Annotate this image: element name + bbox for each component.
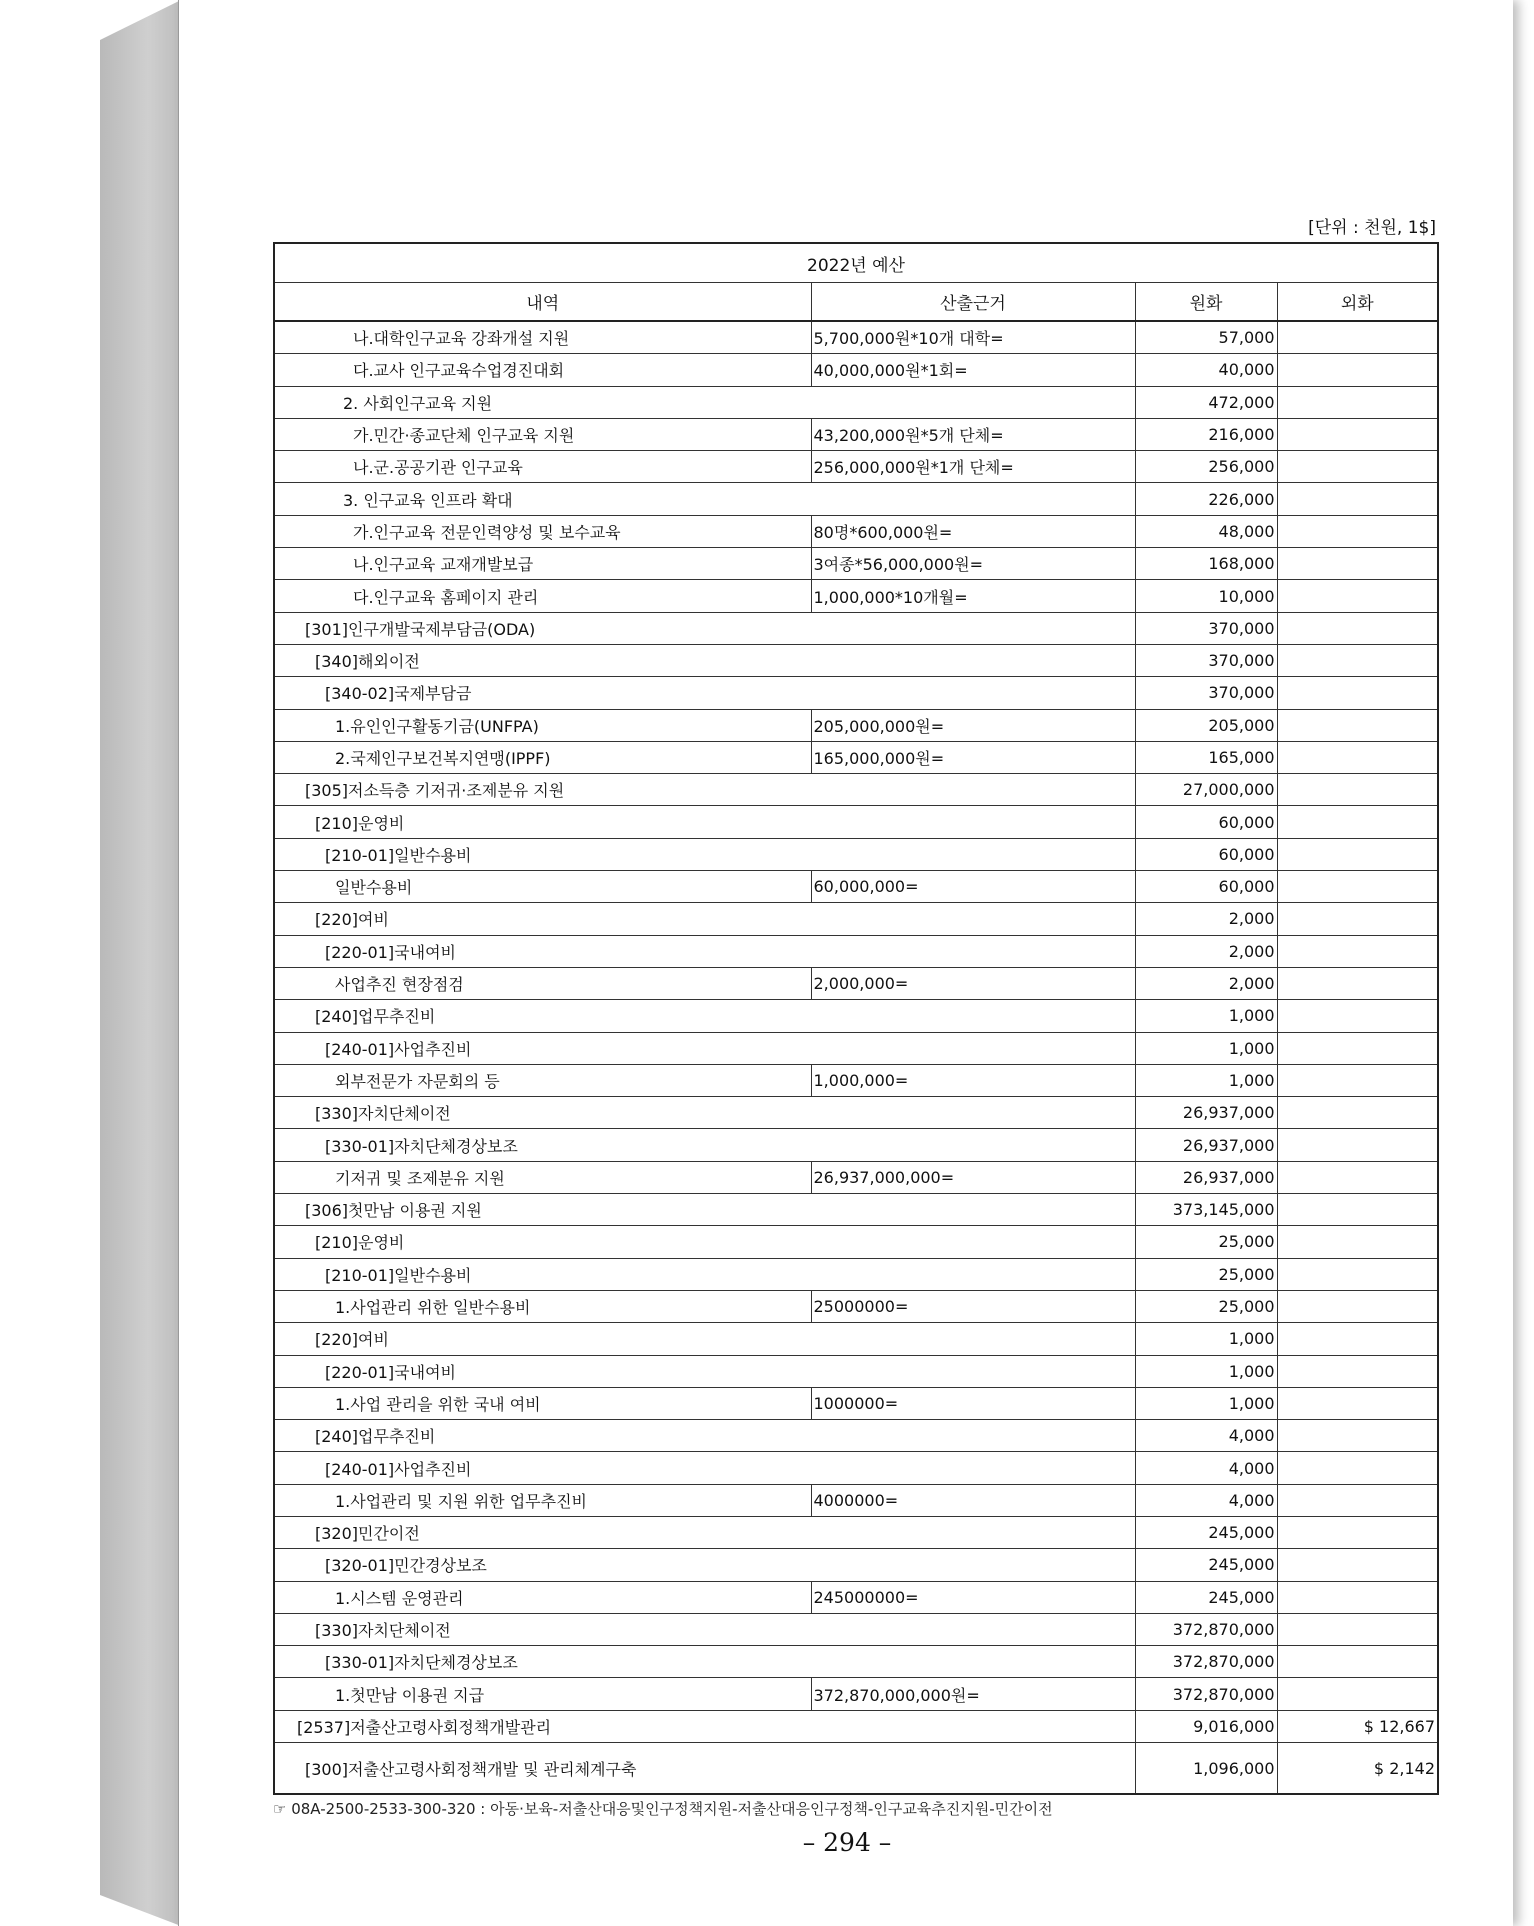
row-desc: [330]자치단체이전	[274, 1613, 1135, 1645]
row-fx	[1277, 612, 1438, 644]
row-fx	[1277, 1161, 1438, 1193]
row-krw: 1,000	[1135, 1323, 1277, 1355]
row-fx	[1277, 741, 1438, 773]
row-fx	[1277, 321, 1438, 354]
row-krw: 2,000	[1135, 903, 1277, 935]
row-fx	[1277, 386, 1438, 418]
row-basis: 43,200,000원*5개 단체=	[811, 418, 1135, 450]
row-fx	[1277, 644, 1438, 676]
table-row	[274, 1484, 1438, 1516]
table-row	[274, 806, 1438, 838]
table-row	[274, 1646, 1438, 1678]
row-basis: 80명*600,000원=	[811, 515, 1135, 547]
row-basis: 165,000,000원=	[811, 741, 1135, 773]
row-krw: 26,937,000	[1135, 1129, 1277, 1161]
row-desc: [320]민간이전	[274, 1516, 1135, 1548]
budget-table-body	[274, 321, 1438, 1794]
row-basis: 60,000,000=	[811, 871, 1135, 903]
year-header: 2022년 예산	[274, 243, 1438, 283]
budget-table	[273, 242, 1439, 1795]
table-row	[274, 451, 1438, 483]
row-fx	[1277, 1258, 1438, 1290]
row-krw: 1,096,000	[1135, 1743, 1277, 1795]
table-row	[274, 1290, 1438, 1322]
row-basis: 5,700,000원*10개 대학=	[811, 321, 1135, 354]
row-krw: 26,937,000	[1135, 1161, 1277, 1193]
table-row	[274, 935, 1438, 967]
table-row	[274, 1452, 1438, 1484]
row-fx: $ 2,142	[1277, 1743, 1438, 1795]
row-krw: 4,000	[1135, 1484, 1277, 1516]
table-row	[274, 1064, 1438, 1096]
table-row	[274, 741, 1438, 773]
row-krw: 27,000,000	[1135, 774, 1277, 806]
unit-note: [단위 : 천원, 1$]	[1308, 218, 1436, 238]
table-row	[274, 1581, 1438, 1613]
table-row	[274, 1000, 1438, 1032]
row-desc: 기저귀 및 조제분유 지원	[274, 1161, 811, 1193]
row-fx	[1277, 838, 1438, 870]
row-krw: 25,000	[1135, 1290, 1277, 1322]
table-row	[274, 871, 1438, 903]
row-desc: 1.사업 관리을 위한 국내 여비	[274, 1387, 811, 1419]
row-desc: 나.군.공공기관 인구교육	[274, 451, 811, 483]
row-desc: 1.유인인구활동기금(UNFPA)	[274, 709, 811, 741]
row-fx	[1277, 967, 1438, 999]
row-krw: 372,870,000	[1135, 1678, 1277, 1710]
table-row	[274, 612, 1438, 644]
row-fx	[1277, 903, 1438, 935]
table-row	[274, 483, 1438, 515]
row-fx	[1277, 677, 1438, 709]
row-desc: [306]첫만남 이용권 지원	[274, 1194, 1135, 1226]
row-basis: 205,000,000원=	[811, 709, 1135, 741]
table-row	[274, 580, 1438, 612]
row-fx	[1277, 451, 1438, 483]
table-row	[274, 1613, 1438, 1645]
row-krw: 25,000	[1135, 1258, 1277, 1290]
table-row	[274, 709, 1438, 741]
row-krw: 165,000	[1135, 741, 1277, 773]
table-row	[274, 354, 1438, 386]
table-row	[274, 548, 1438, 580]
row-fx	[1277, 1678, 1438, 1710]
row-fx	[1277, 1646, 1438, 1678]
row-desc: [220]여비	[274, 1323, 1135, 1355]
row-basis: 2,000,000=	[811, 967, 1135, 999]
row-basis: 1,000,000*10개월=	[811, 580, 1135, 612]
row-desc: 가.민간·종교단체 인구교육 지원	[274, 418, 811, 450]
row-basis: 245000000=	[811, 1581, 1135, 1613]
table-row	[274, 1678, 1438, 1710]
row-fx	[1277, 935, 1438, 967]
row-krw: 4,000	[1135, 1452, 1277, 1484]
row-krw: 226,000	[1135, 483, 1277, 515]
table-row	[274, 515, 1438, 547]
row-krw: 60,000	[1135, 871, 1277, 903]
table-row	[274, 418, 1438, 450]
row-desc: [300]저출산고령사회정책개발 및 관리체계구축	[274, 1743, 1135, 1795]
row-krw: 60,000	[1135, 806, 1277, 838]
row-desc: 1.사업관리 위한 일반수용비	[274, 1290, 811, 1322]
table-row	[274, 1097, 1438, 1129]
table-row	[274, 967, 1438, 999]
table-row	[274, 838, 1438, 870]
row-desc: [240-01]사업추진비	[274, 1452, 1135, 1484]
row-krw: 256,000	[1135, 451, 1277, 483]
row-desc: 다.교사 인구교육수업경진대회	[274, 354, 811, 386]
table-row	[274, 1032, 1438, 1064]
row-krw: 245,000	[1135, 1516, 1277, 1548]
row-krw: 25,000	[1135, 1226, 1277, 1258]
row-basis: 1,000,000=	[811, 1064, 1135, 1096]
row-fx	[1277, 1355, 1438, 1387]
row-fx	[1277, 871, 1438, 903]
row-desc: 외부전문가 자문회의 등	[274, 1064, 811, 1096]
row-fx	[1277, 1032, 1438, 1064]
row-fx	[1277, 806, 1438, 838]
row-desc: [330-01]자치단체경상보조	[274, 1129, 1135, 1161]
row-desc: 2. 사회인구교육 지원	[274, 386, 1135, 418]
row-fx	[1277, 1000, 1438, 1032]
row-krw: 205,000	[1135, 709, 1277, 741]
row-krw: 2,000	[1135, 935, 1277, 967]
row-desc: 2.국제인구보건복지연맹(IPPF)	[274, 741, 811, 773]
row-krw: 40,000	[1135, 354, 1277, 386]
row-basis: 372,870,000,000원=	[811, 1678, 1135, 1710]
row-basis: 26,937,000,000=	[811, 1161, 1135, 1193]
row-desc: 1.시스템 운영관리	[274, 1581, 811, 1613]
row-fx	[1277, 1097, 1438, 1129]
row-fx	[1277, 418, 1438, 450]
row-krw: 60,000	[1135, 838, 1277, 870]
table-row	[274, 321, 1438, 354]
row-krw: 216,000	[1135, 418, 1277, 450]
table-row	[274, 1323, 1438, 1355]
column-header-basis: 산출근거	[811, 283, 1135, 322]
row-fx	[1277, 1484, 1438, 1516]
row-desc: [210-01]일반수용비	[274, 838, 1135, 870]
row-desc: 사업추진 현장점검	[274, 967, 811, 999]
row-fx	[1277, 548, 1438, 580]
column-header-fx: 외화	[1277, 283, 1438, 322]
row-fx	[1277, 515, 1438, 547]
row-desc: [210]운영비	[274, 1226, 1135, 1258]
row-desc: [210-01]일반수용비	[274, 1258, 1135, 1290]
row-krw: 370,000	[1135, 677, 1277, 709]
row-desc: 3. 인구교육 인프라 확대	[274, 483, 1135, 515]
table-row	[274, 1258, 1438, 1290]
row-basis: 25000000=	[811, 1290, 1135, 1322]
row-desc: [220]여비	[274, 903, 1135, 935]
table-row	[274, 1129, 1438, 1161]
book-spine	[100, 0, 181, 1926]
row-desc: [2537]저출산고령사회정책개발관리	[274, 1710, 1135, 1742]
row-desc: 다.인구교육 홈페이지 관리	[274, 580, 811, 612]
row-krw: 372,870,000	[1135, 1646, 1277, 1678]
row-krw: 245,000	[1135, 1549, 1277, 1581]
row-krw: 1,000	[1135, 1032, 1277, 1064]
row-fx	[1277, 483, 1438, 515]
row-desc: [210]운영비	[274, 806, 1135, 838]
table-row	[274, 1161, 1438, 1193]
table-row	[274, 1226, 1438, 1258]
table-row	[274, 1743, 1438, 1795]
row-krw: 1,000	[1135, 1355, 1277, 1387]
row-desc: 나.인구교육 교재개발보급	[274, 548, 811, 580]
row-basis: 1000000=	[811, 1387, 1135, 1419]
row-desc: [240]업무추진비	[274, 1000, 1135, 1032]
row-desc: [220-01]국내여비	[274, 935, 1135, 967]
row-fx	[1277, 1323, 1438, 1355]
row-krw: 373,145,000	[1135, 1194, 1277, 1226]
row-krw: 57,000	[1135, 321, 1277, 354]
row-fx	[1277, 1226, 1438, 1258]
row-desc: 일반수용비	[274, 871, 811, 903]
row-desc: [240-01]사업추진비	[274, 1032, 1135, 1064]
table-row	[274, 774, 1438, 806]
column-header-krw: 원화	[1135, 283, 1277, 322]
row-desc: 1.첫만남 이용권 지급	[274, 1678, 811, 1710]
row-fx: $ 12,667	[1277, 1710, 1438, 1742]
table-row	[274, 677, 1438, 709]
row-desc: [220-01]국내여비	[274, 1355, 1135, 1387]
row-desc: [340]해외이전	[274, 644, 1135, 676]
row-desc: [240]업무추진비	[274, 1420, 1135, 1452]
row-fx	[1277, 1387, 1438, 1419]
table-row	[274, 1194, 1438, 1226]
row-desc: 1.사업관리 및 지원 위한 업무추진비	[274, 1484, 811, 1516]
row-krw: 245,000	[1135, 1581, 1277, 1613]
footnote: ☞ 08A-2500-2533-300-320 : 아동·보육-저출산대응및인구정책지원-저출산대응인구정책-인구교육추진지원-민간이전	[273, 1800, 1053, 1818]
row-basis: 3여종*56,000,000원=	[811, 548, 1135, 580]
table-row	[274, 1516, 1438, 1548]
page-number: – 294 –	[802, 1828, 892, 1857]
row-fx	[1277, 580, 1438, 612]
column-header-desc: 내역	[274, 283, 811, 322]
row-fx	[1277, 1549, 1438, 1581]
row-desc: [305]저소득층 기저귀·조제분유 지원	[274, 774, 1135, 806]
row-fx	[1277, 1516, 1438, 1548]
row-fx	[1277, 1581, 1438, 1613]
row-desc: [301]인구개발국제부담금(ODA)	[274, 612, 1135, 644]
row-desc: [320-01]민간경상보조	[274, 1549, 1135, 1581]
table-row	[274, 1387, 1438, 1419]
row-desc: 나.대학인구교육 강좌개설 지원	[274, 321, 811, 354]
row-krw: 4,000	[1135, 1420, 1277, 1452]
row-desc: 가.인구교육 전문인력양성 및 보수교육	[274, 515, 811, 547]
table-row	[274, 386, 1438, 418]
table-row	[274, 644, 1438, 676]
row-fx	[1277, 1613, 1438, 1645]
row-krw: 26,937,000	[1135, 1097, 1277, 1129]
row-basis: 4000000=	[811, 1484, 1135, 1516]
row-fx	[1277, 774, 1438, 806]
row-basis: 40,000,000원*1회=	[811, 354, 1135, 386]
row-krw: 48,000	[1135, 515, 1277, 547]
row-krw: 9,016,000	[1135, 1710, 1277, 1742]
row-fx	[1277, 1420, 1438, 1452]
table-row	[274, 1355, 1438, 1387]
row-desc: [340-02]국제부담금	[274, 677, 1135, 709]
row-krw: 472,000	[1135, 386, 1277, 418]
table-row	[274, 903, 1438, 935]
row-fx	[1277, 1194, 1438, 1226]
row-fx	[1277, 1452, 1438, 1484]
row-fx	[1277, 1129, 1438, 1161]
table-row	[274, 1420, 1438, 1452]
row-basis: 256,000,000원*1개 단체=	[811, 451, 1135, 483]
row-krw: 370,000	[1135, 612, 1277, 644]
row-krw: 370,000	[1135, 644, 1277, 676]
row-krw: 2,000	[1135, 967, 1277, 999]
row-krw: 372,870,000	[1135, 1613, 1277, 1645]
row-krw: 1,000	[1135, 1000, 1277, 1032]
row-krw: 1,000	[1135, 1387, 1277, 1419]
row-krw: 1,000	[1135, 1064, 1277, 1096]
table-row	[274, 1549, 1438, 1581]
row-desc: [330]자치단체이전	[274, 1097, 1135, 1129]
row-fx	[1277, 709, 1438, 741]
row-fx	[1277, 354, 1438, 386]
row-fx	[1277, 1064, 1438, 1096]
row-krw: 10,000	[1135, 580, 1277, 612]
row-krw: 168,000	[1135, 548, 1277, 580]
table-row	[274, 1710, 1438, 1742]
row-fx	[1277, 1290, 1438, 1322]
row-desc: [330-01]자치단체경상보조	[274, 1646, 1135, 1678]
